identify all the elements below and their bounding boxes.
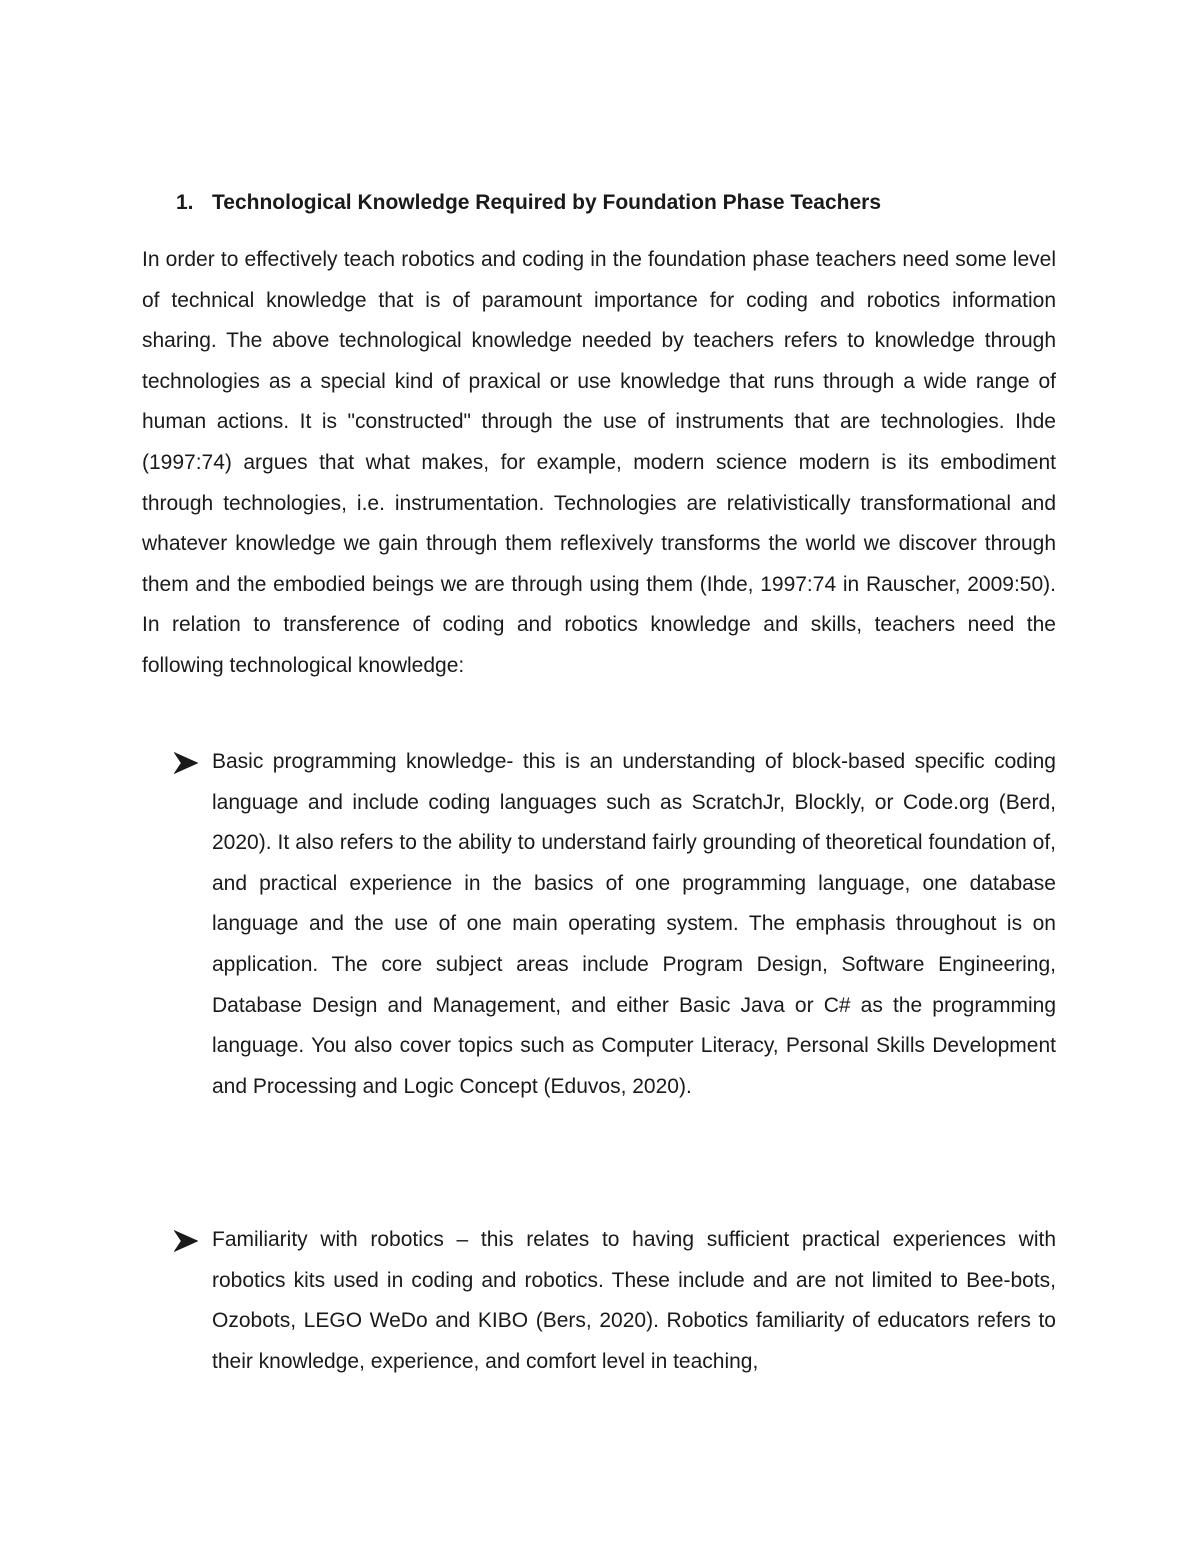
arrowhead-bullet-icon: [174, 1230, 198, 1252]
arrowhead-bullet-icon: [174, 752, 198, 774]
bullet-text: Familiarity with robotics – this relates to having sufficient practical experiences with robotics kits used in coding and robotics. These include and are not limited to Bee-bots, Ozobots, LEGO WeDo and KIBO (Bers, 2020). Robotics familiarity of educators refers to their knowledge, experience, and comfort level in teaching,: [212, 1228, 1056, 1373]
bullet-item: [174, 1220, 1056, 1382]
section-heading: [176, 188, 1056, 218]
section-title: Technological Knowledge Required by Foundation Phase Teachers: [212, 191, 881, 214]
bullet-item: [174, 742, 1056, 1107]
section-number: 1.: [176, 191, 194, 214]
intro-paragraph: In order to effectively teach robotics and coding in the foundation phase teachers need some level of technical knowledge that is of paramount importance for coding and robotics information sharing. The above technological knowledge needed by teachers refers to knowledge through technologies as a special kind of praxical or use knowledge that runs through a wide range of human actions. It is "constructed" through the use of instruments that are technologies. Ihde (1997:74) argues that what makes, for example, modern science modern is its embodiment through technologies, i.e. instrumentation. Technologies are relativistically transformational and whatever knowledge we gain through them reflexively transforms the world we discover through them and the embodied beings we are through using them (Ihde, 1997:74 in Rauscher, 2009:50). In relation to transference of coding and robotics knowledge and skills, teachers need the following technological knowledge:: [142, 248, 1056, 677]
bullet-text: Basic programming knowledge- this is an understanding of block-based specific coding language and include coding languages such as ScratchJr, Blockly, or Code.org (Berd, 2020). It also refers to the ability to understand fairly grounding of theoretical foundation of, and practical experience in the basics of one programming language, one database language and the use of one main operating system. The emphasis throughout is on application. The core subject areas include Program Design, Software Engineering, Database Design and Management, and either Basic Java or C# as the programming language. You also cover topics such as Computer Literacy, Personal Skills Development and Processing and Logic Concept (Eduvos, 2020).: [212, 750, 1056, 1098]
